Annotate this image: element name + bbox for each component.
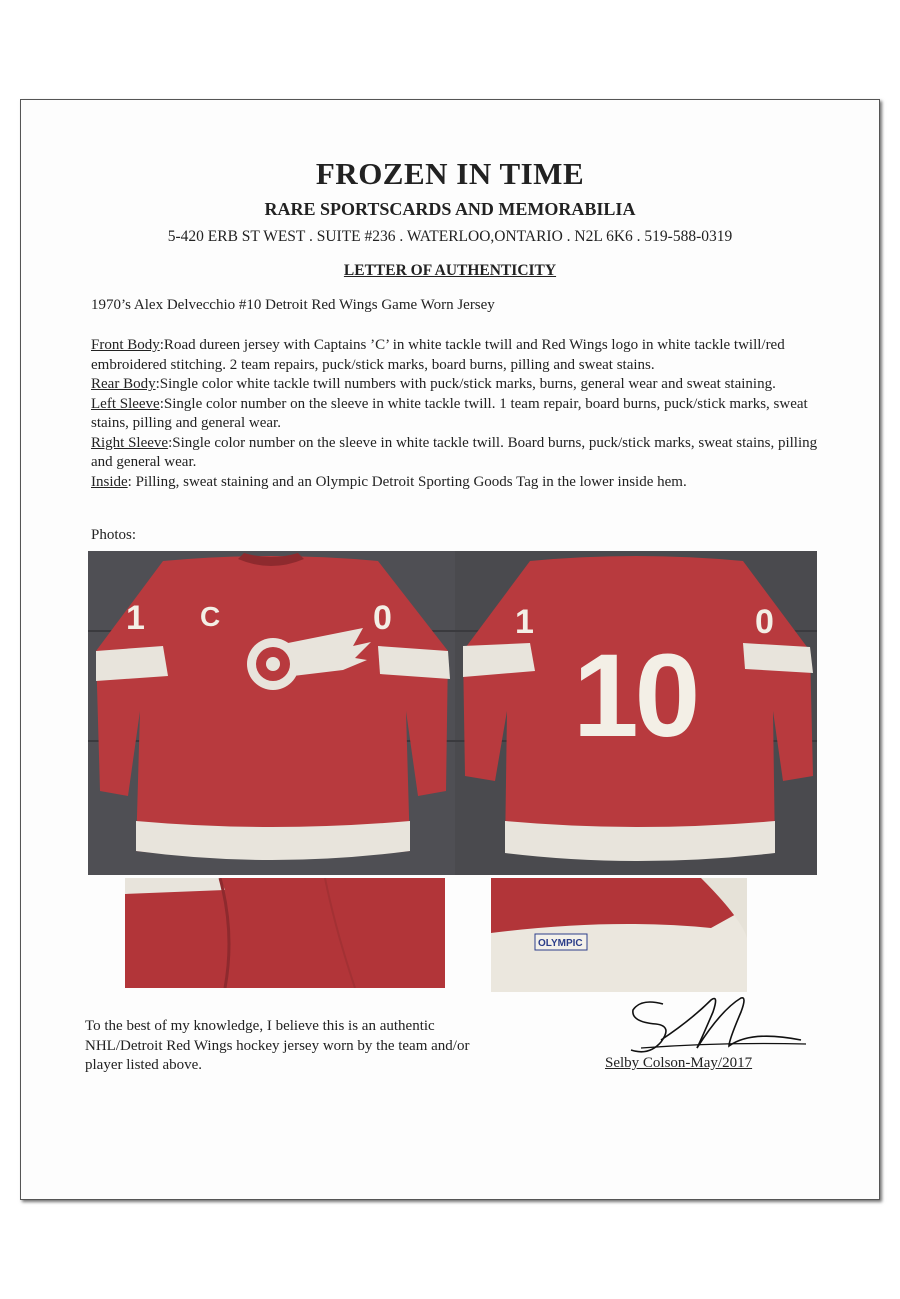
authenticity-letter (20, 99, 880, 1200)
front-body-section (91, 336, 821, 375)
section-text: :Single color number on the sleeve in white tackle twill. 1 team repair, board burns, puck/stick marks, sweat stains, pilling and general wear. (91, 395, 808, 431)
section-text: : Pilling, sweat staining and an Olympic Detroit Sporting Goods Tag in the lower inside hem. (127, 473, 687, 490)
olympic-tag: OLYMPIC (538, 938, 583, 949)
jersey-front-photo (88, 551, 455, 875)
signer-name: Selby Colson-May/2017 (605, 1055, 753, 1071)
sleeve-number-left: 1 (515, 603, 534, 641)
section-label: Right Sleeve (91, 434, 169, 451)
company-tagline: RARE SPORTSCARDS AND MEMORABILIA (264, 199, 636, 219)
section-text: :Single color number on the sleeve in white tackle twill. Board burns, puck/stick marks, sweat stains, pilling and general wear. (91, 434, 818, 470)
back-number: 10 (573, 630, 697, 762)
section-label: Front Body (91, 337, 160, 353)
captain-letter: C (200, 601, 221, 632)
section-label: Left Sleeve (91, 395, 160, 412)
sleeve-number-right: 0 (373, 599, 392, 637)
closing-statement: To the best of my knowledge, I believe this is an authentic NHL/Detroit Red Wings hockey jersey worn by the team and/or player listed above. (85, 1018, 470, 1073)
document-heading: LETTER OF AUTHENTICITY (343, 262, 557, 279)
section-label: Rear Body (91, 376, 156, 392)
jersey-detail-photo (125, 878, 445, 988)
right-sleeve-section (91, 434, 821, 473)
section-text: :Single color white tackle twill numbers with puck/stick marks, burns, general wear and sweat staining. (155, 376, 776, 392)
sleeve-number-left: 1 (126, 599, 145, 637)
rear-body-section (91, 375, 821, 395)
left-sleeve-section (91, 395, 821, 434)
item-title: 1970’s Alex Delvecchio #10 Detroit Red Wings Game Worn Jersey (91, 297, 495, 313)
section-label: Inside (91, 473, 128, 490)
photos-label: Photos: (91, 527, 137, 543)
company-address: 5-420 ERB ST WEST . SUITE #236 . WATERLOO,ONTARIO . N2L 6K6 . 519-588-0319 (167, 228, 733, 245)
inside-section (91, 473, 821, 493)
company-name: FROZEN IN TIME (315, 156, 585, 191)
jersey-back-photo (455, 551, 817, 875)
section-text: :Road dureen jersey with Captains ’C’ in white tackle twill and Red Wings logo in white tackle twill/red embroidered stitching. 2 team repairs, puck/stick marks, board burns, pilling and sweat stains. (91, 337, 785, 373)
sleeve-number-right: 0 (755, 603, 774, 641)
jersey-description (91, 336, 821, 492)
jersey-tag-photo (491, 878, 747, 992)
